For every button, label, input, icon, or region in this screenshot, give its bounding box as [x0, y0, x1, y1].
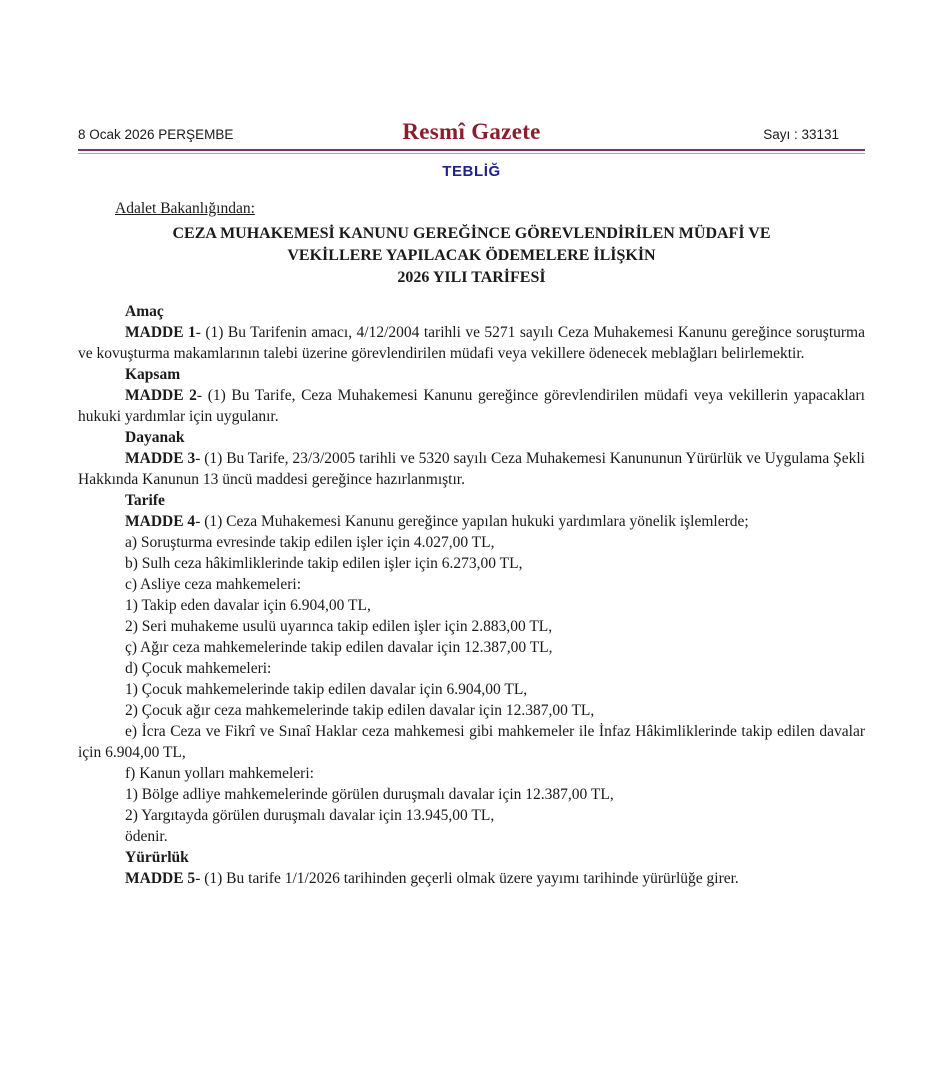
paragraph: b) Sulh ceza hâkimliklerinde takip edilen işler için 6.273,00 TL, — [125, 555, 523, 572]
header-divider — [78, 149, 865, 154]
paragraph: ç) Ağır ceza mahkemelerinde takip edilen davalar için 12.387,00 TL, — [125, 639, 553, 656]
paragraph: Dayanak — [125, 429, 185, 446]
gazette-masthead: Resmî Gazete — [402, 119, 541, 144]
paragraph: c) Asliye ceza mahkemeleri: — [125, 576, 302, 593]
paragraph: Tarife — [125, 492, 165, 509]
paragraph: MADDE 1- (1) Bu Tarifenin amacı, 4/12/2004 tarihli ve 5271 sayılı Ceza Muhakemesi Kanunu gereğince soruşturma ve kovuşturma makamlarının talebi üzerine görevlendirilen müdafi veya vekillere ödenecek meblağları belirlemektir. — [78, 324, 865, 362]
gazette-header — [78, 119, 865, 145]
paragraph: 2) Yargıtayda görülen duruşmalı davalar için 13.945,00 TL, — [125, 807, 495, 824]
paragraph: MADDE 4- (1) Ceza Muhakemesi Kanunu gereğince yapılan hukuki yardımlara yönelik işlemlerde; — [125, 513, 749, 530]
paragraph: MADDE 5- (1) Bu tarife 1/1/2026 tarihinden geçerli olmak üzere yayımı tarihinde yürürlüğe girer. — [125, 870, 739, 887]
paragraph: e) İcra Ceza ve Fikrî ve Sınaî Haklar ceza mahkemesi gibi mahkemeler ile İnfaz Hâkimliklerinde takip edilen davalar için 6.904,00 TL, — [78, 723, 865, 761]
gazette-issue-number: Sayı : 33131 — [763, 127, 839, 142]
document-title — [78, 223, 865, 289]
header-divider-purple-line — [78, 149, 865, 151]
paragraph: ödenir. — [125, 828, 168, 845]
issuing-authority: Adalet Bakanlığından: — [115, 200, 255, 217]
document-title-line-3: 2026 YILI TARİFESİ — [397, 269, 546, 286]
paragraph: a) Soruşturma evresinde takip edilen işler için 4.027,00 TL, — [125, 534, 495, 551]
paragraph: Yürürlük — [125, 849, 189, 866]
gazette-date: 8 Ocak 2026 PERŞEMBE — [78, 127, 234, 142]
document-title-line-1: CEZA MUHAKEMESİ KANUNU GEREĞİNCE GÖREVLENDİRİLEN MÜDAFİ VE — [172, 225, 771, 242]
paragraph: 1) Takip eden davalar için 6.904,00 TL, — [125, 597, 371, 614]
paragraph: 2) Seri muhakeme usulü uyarınca takip edilen işler için 2.883,00 TL, — [125, 618, 553, 635]
paragraph: 1) Çocuk mahkemelerinde takip edilen davalar için 6.904,00 TL, — [125, 681, 528, 698]
paragraph: Kapsam — [125, 366, 181, 383]
paragraph: d) Çocuk mahkemeleri: — [125, 660, 272, 677]
header-divider-gray-line — [78, 153, 865, 154]
section-label-teblig: TEBLİĞ — [442, 163, 501, 180]
paragraph: MADDE 2- (1) Bu Tarife, Ceza Muhakemesi Kanunu gereğince görevlendirilen müdafi veya vekillerin yapacakları hukuki yardımlar için uygulanır. — [78, 387, 865, 425]
paragraph: MADDE 3- (1) Bu Tarife, 23/3/2005 tarihli ve 5320 sayılı Ceza Muhakemesi Kanununun Yürürlük ve Uygulama Şekli Hakkında Kanunun 13 üncü maddesi gereğince hazırlanmıştır. — [78, 450, 865, 488]
paragraph: Amaç — [125, 303, 164, 320]
paragraph: 1) Bölge adliye mahkemelerinde görülen duruşmalı davalar için 12.387,00 TL, — [125, 786, 614, 803]
paragraph: 2) Çocuk ağır ceza mahkemelerinde takip edilen davalar için 12.387,00 TL, — [125, 702, 595, 719]
document-title-line-2: VEKİLLERE YAPILACAK ÖDEMELERE İLİŞKİN — [287, 247, 656, 264]
paragraph: f) Kanun yolları mahkemeleri: — [125, 765, 314, 782]
document-body — [78, 301, 865, 889]
